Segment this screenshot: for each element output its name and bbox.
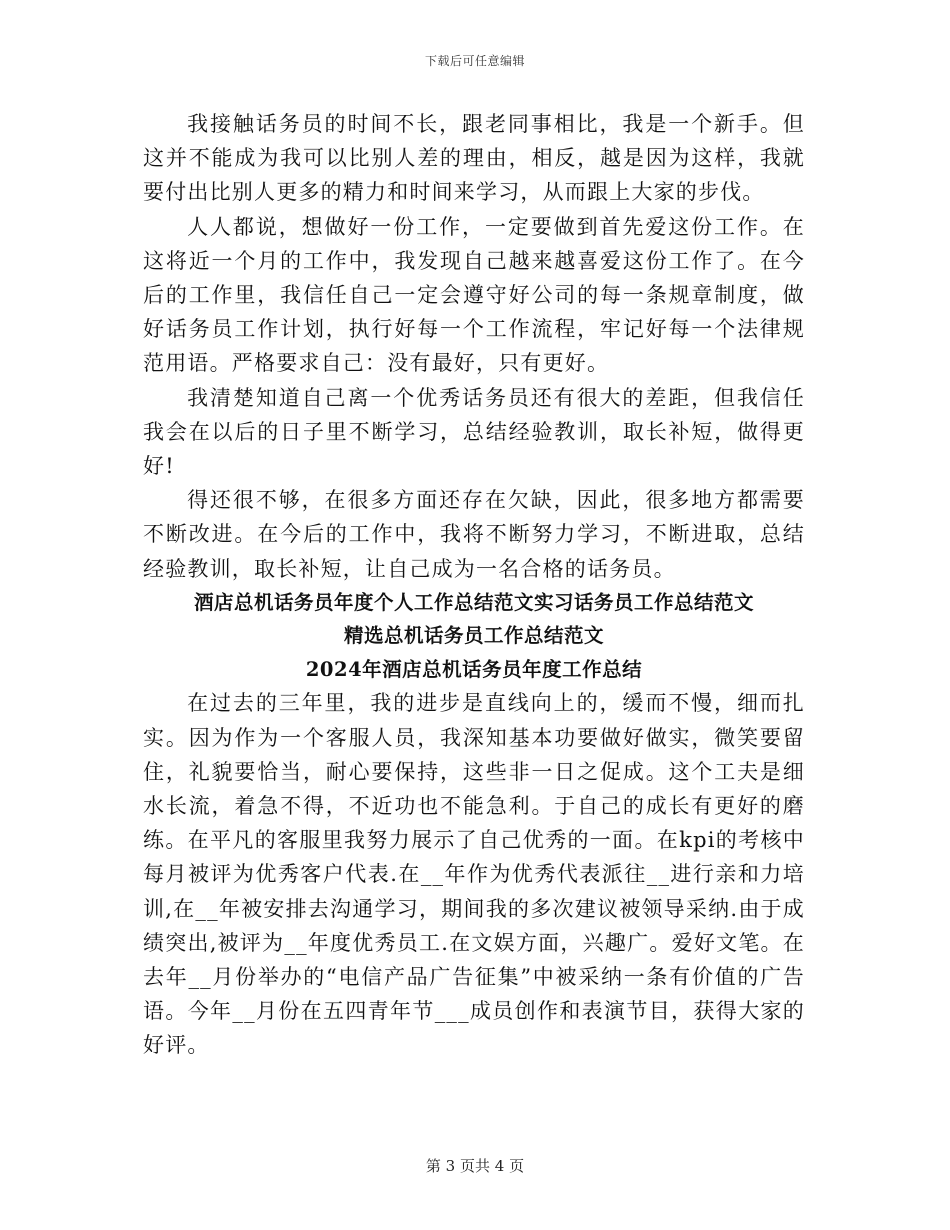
paragraph-experience: 我接触话务员的时间不长，跟老同事相比，我是一个新手。但这并不能成为我可以比别人差的理由，相反，越是因为这样，我就要付出比别人更多的精力和时间来学习，从而跟上大家的步伐。 (143, 112, 805, 205)
heading-selected-summary: 精选总机话务员工作总结范文 (343, 624, 604, 648)
paragraph-love-work: 人人都说，想做好一份工作，一定要做到首先爱这份工作。在这将近一个月的工作中，我发现自己越来越喜爱这份工作了。在今后的工作里，我信任自己一定会遵守好公司的每一条规章制度，做好话务员工作计划，执行好每一个工作流程，牢记好每一个法律规范用语。严格要求自己：没有最好，只有更好。 (143, 214, 805, 376)
paragraph-gap: 我清楚知道自己离一个优秀话务员还有很大的差距，但我信任我会在以后的日子里不断学习，总结经验教训，取长补短，做得更好! (143, 385, 805, 479)
heading-2024-summary: 2024年酒店总机话务员年度工作总结 (305, 657, 643, 681)
page-header: 下载后可任意编辑 (424, 54, 525, 68)
page-footer: 第 3 页共 4 页 (425, 1157, 525, 1175)
paragraph-three-years: 在过去的三年里，我的进步是直线向上的，缓而不慢，细而扎实。因为作为一个客服人员，我深知基本功要做好做实，微笑要留住，礼貌要恰当，耐心要保持，这些非一日之促成。这个工夫是细水长流，着急不得，不近功也不能急利。于自己的成长有更好的磨练。在平凡的客服里我努力展示了自己优秀的一面。在kpi的考核中每月被评为优秀客户代表.在__年作为优秀代表派往__进行亲和力培训,在__年被安排去沟通学习，期间我的多次建议被领导采纳.由于成绩突出,被评为__年度优秀员工.在文娱方面，兴趣广。爱好文笔。在去年__月份举办的“电信产品广告征集”中被采纳一条有价值的广告语。今年__月份在五四青年节___成员创作和表演节目，获得大家的好评。 (143, 691, 805, 1058)
paragraph-improvement: 得还很不够，在很多方面还存在欠缺，因此，很多地方都需要不断改进。在今后的工作中，我将不断努力学习，不断进取，总结经验教训，取长补短，让自己成为一名合格的话务员。 (143, 488, 805, 581)
heading-hotel-operator-summary: 酒店总机话务员年度个人工作总结范文实习话务员工作总结范文 (193, 590, 754, 614)
document-body (143, 107, 805, 1063)
